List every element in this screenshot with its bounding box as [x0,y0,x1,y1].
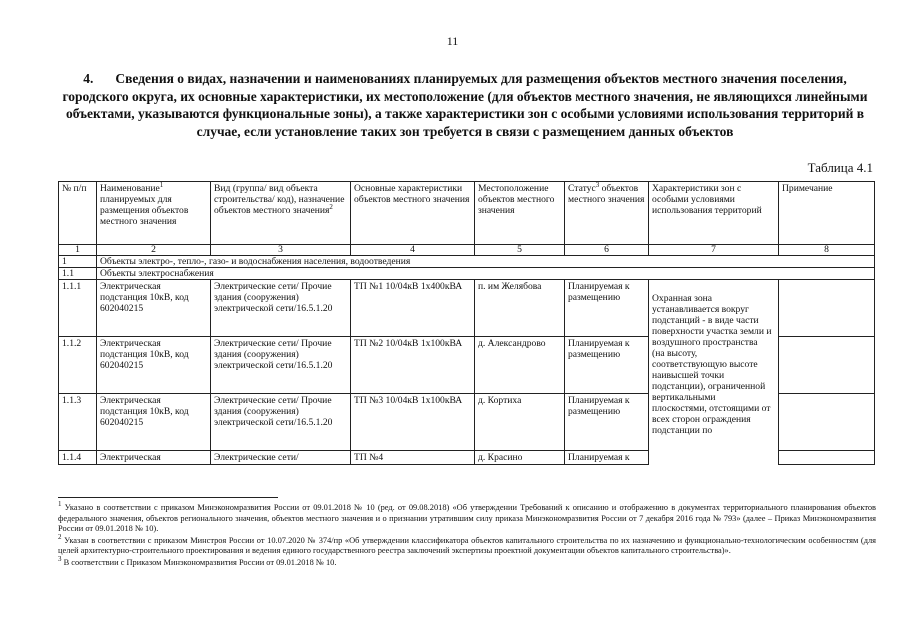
row-status: Планируемая к размещению [565,394,649,451]
page-number: 11 [446,34,459,48]
footnote-ref: 3 [595,181,600,189]
header-notes: Примечание [779,182,875,245]
footnote-mark: 3 [58,554,62,563]
header-type: Вид (группа/ вид объекта строительства/ код), назначение объектов местного значения$^2$ [211,182,351,245]
section-heading [50,70,880,140]
row-notes [779,280,875,337]
table-header-row [59,182,875,245]
footnotes [58,500,877,569]
row-specs: ТП №3 10/04кВ 1х100кВА [351,394,475,451]
row-location: д. Красино [475,451,565,465]
row-num: 1.1.2 [59,337,97,394]
row-location: п. им Желябова [475,280,565,337]
row-location: д. Кортиха [475,394,565,451]
header-specs: Основные характеристики объектов местного значения [351,182,475,245]
row-name: Электрическая подстанция 10кВ, код 602040215 [97,280,211,337]
row-location: д. Александрово [475,337,565,394]
column-numbers-row [59,245,875,256]
row-specs: ТП №4 [351,451,475,465]
column-number: 8 [779,245,875,256]
section-title-cell: Объекты электроснабжения [97,268,875,280]
column-number: 5 [475,245,565,256]
row-notes [779,337,875,394]
subsection-row [59,268,875,280]
column-number: 1 [59,245,97,256]
section-row [59,256,875,268]
row-num: 1.1.1 [59,280,97,337]
column-number: 6 [565,245,649,256]
table-label: Таблица 4.1 [807,160,873,175]
section-num: 1 [59,256,97,268]
row-notes [779,394,875,451]
footnote-mark: 2 [58,532,62,541]
table-row [59,280,875,337]
zone-characteristics: Охранная зона устанавливается вокруг подстанций - в виде части поверхности участка земли и воздушного пространства (на высоту, соответствующую высоте наивысшей точки подстанции), ограниченной вертикальными плоскостями, отстоящими от всех сторон ограждения подстанции по [649,280,779,465]
header-name: Наименование$^1$ планируемых для размещения объектов местного значения [97,182,211,245]
row-type: Электрические сети/ Прочие здания (сооружения) электрической сети/16.5.1.20 [211,280,351,337]
row-status: Планируемая к [565,451,649,465]
header-location: Местоположение объектов местного значения [475,182,565,245]
column-number: 2 [97,245,211,256]
footnote-mark: 1 [58,500,62,509]
section-title: Сведения о видах, назначении и наименованиях планируемых для размещения объектов местного значения поселения, городского округа, их основные характеристики, их местоположение (для объектов местного значения, не являющихся линейными объектами, указываются функциональные зоны), а также характеристики зон с особыми условиями использования территорий в случае, если установление таких зон требуется в связи с размещением данных объектов [62,71,868,139]
row-status: Планируемая к размещению [565,280,649,337]
header-num: № п/п [59,182,97,245]
row-name: Электрическая [97,451,211,465]
section-num: 1.1 [59,268,97,280]
footnote-separator [58,497,278,498]
footnote-ref: 2 [329,202,333,211]
row-num: 1.1.4 [59,451,97,465]
header-status: Статус$^3$ объектов местного значения [565,182,649,245]
row-num: 1.1.3 [59,394,97,451]
row-type: Электрические сети/ [211,451,351,465]
footnote-ref: 1 [159,181,164,189]
row-status: Планируемая к размещению [565,337,649,394]
row-notes [779,451,875,465]
row-name: Электрическая подстанция 10кВ, код 602040215 [97,337,211,394]
row-type: Электрические сети/ Прочие здания (сооружения) электрической сети/16.5.1.20 [211,394,351,451]
section-title-cell: Объекты электро-, тепло-, газо- и водоснабжения населения, водоотведения [97,256,875,268]
column-number: 7 [649,245,779,256]
footnote: $^2$ Указан в соответствии с приказом Минстроя России от 10.07.2020 № 374/пр «Об утверждении классификатора объектов капитального строительства по их назначению и функционально-технологическим особенностям (для целей архитектурно-строительного проектирования и ведения единого государственного реестра заключений экспертизы проектной документации объектов капитального строительства)». [58,532,877,555]
footnote: $^1$ Указано в соответствии с приказом Минэкономразвития России от 09.01.2018 № 10 (ред. от 09.08.2018) «Об утверждении Требований к описанию и отображению в документах территориального планирования объектов федерального значения, объектов регионального значения, объектов местного значения и о признании утратившим силу приказа Минэкономразвития России от 7 декабря 2016 года № 793» (далее – Приказ Минэкономразвития России от 09.01.2018 № 10). [58,500,877,533]
row-specs: ТП №2 10/04кВ 1х100кВА [351,337,475,394]
row-name: Электрическая подстанция 10кВ, код 602040215 [97,394,211,451]
row-type: Электрические сети/ Прочие здания (сооружения) электрической сети/16.5.1.20 [211,337,351,394]
section-number: 4. [83,71,94,86]
column-number: 4 [351,245,475,256]
footnote: $^3$ В соответствии с Приказом Минэкономразвития России от 09.01.2018 № 10. [58,554,337,567]
row-specs: ТП №1 10/04кВ 1х400кВА [351,280,475,337]
header-zones: Характеристики зон с особыми условиями использования территорий [649,182,779,245]
objects-table [58,181,875,465]
column-number: 3 [211,245,351,256]
